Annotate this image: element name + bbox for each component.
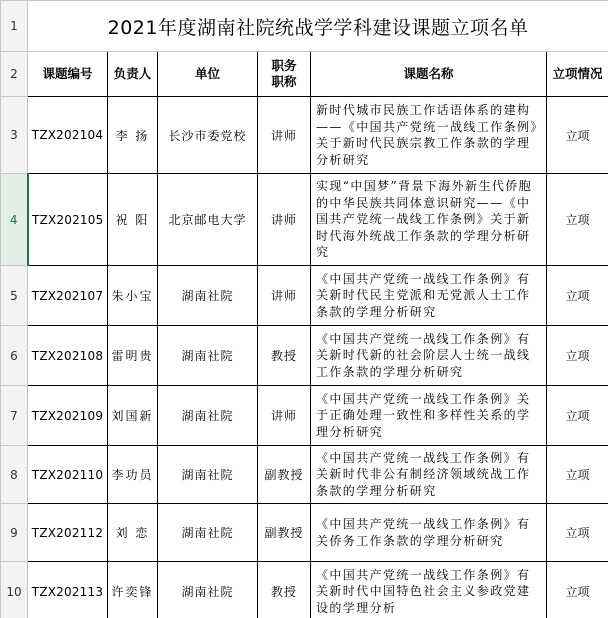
cell-unit[interactable]: 湖南社院 xyxy=(158,562,258,618)
table-row xyxy=(1,326,608,386)
cell-status[interactable]: 立项 xyxy=(547,97,608,174)
cell-topic[interactable]: 《中国共产党统一战线工作条例》有关新时代民主党派和无党派人士工作条款的学理分析研究 xyxy=(311,266,547,326)
cell-unit[interactable]: 长沙市委党校 xyxy=(158,97,258,174)
cell-unit[interactable]: 湖南社院 xyxy=(158,326,258,386)
cell-topic[interactable]: 《中国共产党统一战线工作条例》有关新时代新的社会阶层人士统一战线工作条款的学理分析研究 xyxy=(311,326,547,386)
cell-leader[interactable]: 雷明贵 xyxy=(108,326,158,386)
cell-code[interactable]: TZX202104 xyxy=(28,97,108,174)
cell-leader[interactable]: 朱小宝 xyxy=(108,266,158,326)
cell-status[interactable]: 立项 xyxy=(547,326,608,386)
row-number[interactable]: 2 xyxy=(1,52,28,97)
cell-status[interactable]: 立项 xyxy=(547,446,608,504)
cell-rank[interactable]: 讲师 xyxy=(258,174,311,266)
header-topic[interactable]: 课题名称 xyxy=(311,52,547,97)
cell-code[interactable]: TZX202105 xyxy=(28,174,108,266)
cell-leader[interactable]: 许奕锋 xyxy=(108,562,158,618)
cell-status[interactable]: 立项 xyxy=(547,562,608,618)
cell-leader[interactable]: 刘国新 xyxy=(108,386,158,446)
cell-status[interactable]: 立项 xyxy=(547,174,608,266)
cell-topic[interactable]: 新时代城市民族工作话语体系的建构——《中国共产党统一战线工作条例》关于新时代民族宗教工作条款的学理分析研究 xyxy=(311,97,547,174)
table-row xyxy=(1,446,608,504)
cell-rank[interactable]: 副教授 xyxy=(258,504,311,562)
cell-code[interactable]: TZX202108 xyxy=(28,326,108,386)
cell-rank[interactable]: 讲师 xyxy=(258,266,311,326)
cell-topic[interactable]: 《中国共产党统一战线工作条例》有关侨务工作条款的学理分析研究 xyxy=(311,504,547,562)
cell-unit[interactable]: 湖南社院 xyxy=(158,266,258,326)
row-number[interactable]: 5 xyxy=(1,266,28,326)
title-row xyxy=(1,1,608,52)
cell-code[interactable]: TZX202110 xyxy=(28,446,108,504)
cell-topic[interactable]: 《中国共产党统一战线工作条例》有关新时代中国特色社会主义参政党建设的学理分析 xyxy=(311,562,547,618)
cell-status[interactable]: 立项 xyxy=(547,386,608,446)
row-number[interactable]: 3 xyxy=(1,97,28,174)
cell-rank[interactable]: 讲师 xyxy=(258,97,311,174)
cell-rank[interactable]: 教授 xyxy=(258,562,311,618)
cell-code[interactable]: TZX202112 xyxy=(28,504,108,562)
row-number-selected[interactable]: 4 xyxy=(1,174,28,266)
row-number[interactable]: 10 xyxy=(1,562,28,618)
table-row xyxy=(1,266,608,326)
row-number[interactable]: 9 xyxy=(1,504,28,562)
table-row xyxy=(1,386,608,446)
cell-rank[interactable]: 讲师 xyxy=(258,386,311,446)
cell-unit[interactable]: 湖南社院 xyxy=(158,386,258,446)
cell-rank[interactable]: 教授 xyxy=(258,326,311,386)
cell-leader[interactable]: 李功员 xyxy=(108,446,158,504)
cell-unit[interactable]: 湖南社院 xyxy=(158,446,258,504)
row-number[interactable]: 8 xyxy=(1,446,28,504)
cell-code[interactable]: TZX202113 xyxy=(28,562,108,618)
cell-topic[interactable]: 《中国共产党统一战线工作条例》有关新时代非公有制经济领域统战工作条款的学理分析研究 xyxy=(311,446,547,504)
header-leader[interactable]: 负责人 xyxy=(108,52,158,97)
header-status[interactable]: 立项情况 xyxy=(547,52,608,97)
cell-status[interactable]: 立项 xyxy=(547,266,608,326)
sheet-title[interactable]: 2021年度湖南社院统战学学科建设课题立项名单 xyxy=(28,1,608,52)
cell-topic[interactable]: 实现“中国梦”背景下海外新生代侨胞的中华民族共同体意识研究——《中国共产党统一战线工作条例》关于新时代海外统战工作条款的学理分析研究 xyxy=(311,174,547,266)
cell-topic[interactable]: 《中国共产党统一战线工作条例》关于正确处理一致性和多样性关系的学理分析研究 xyxy=(311,386,547,446)
header-rank[interactable]: 职务职称 xyxy=(258,52,311,97)
cell-rank[interactable]: 副教授 xyxy=(258,446,311,504)
cell-unit[interactable]: 湖南社院 xyxy=(158,504,258,562)
cell-code[interactable]: TZX202109 xyxy=(28,386,108,446)
table-row xyxy=(1,562,608,618)
row-number[interactable]: 1 xyxy=(1,1,28,52)
table-row xyxy=(1,97,608,174)
table-row xyxy=(1,174,608,266)
cell-leader[interactable]: 祝 阳 xyxy=(108,174,158,266)
cell-leader[interactable]: 刘 恋 xyxy=(108,504,158,562)
cell-status[interactable]: 立项 xyxy=(547,504,608,562)
table-row xyxy=(1,504,608,562)
header-unit[interactable]: 单位 xyxy=(158,52,258,97)
row-number[interactable]: 7 xyxy=(1,386,28,446)
header-row xyxy=(1,52,608,97)
header-code[interactable]: 课题编号 xyxy=(28,52,108,97)
cell-unit[interactable]: 北京邮电大学 xyxy=(158,174,258,266)
row-number[interactable]: 6 xyxy=(1,326,28,386)
cell-code[interactable]: TZX202107 xyxy=(28,266,108,326)
cell-leader[interactable]: 李 扬 xyxy=(108,97,158,174)
